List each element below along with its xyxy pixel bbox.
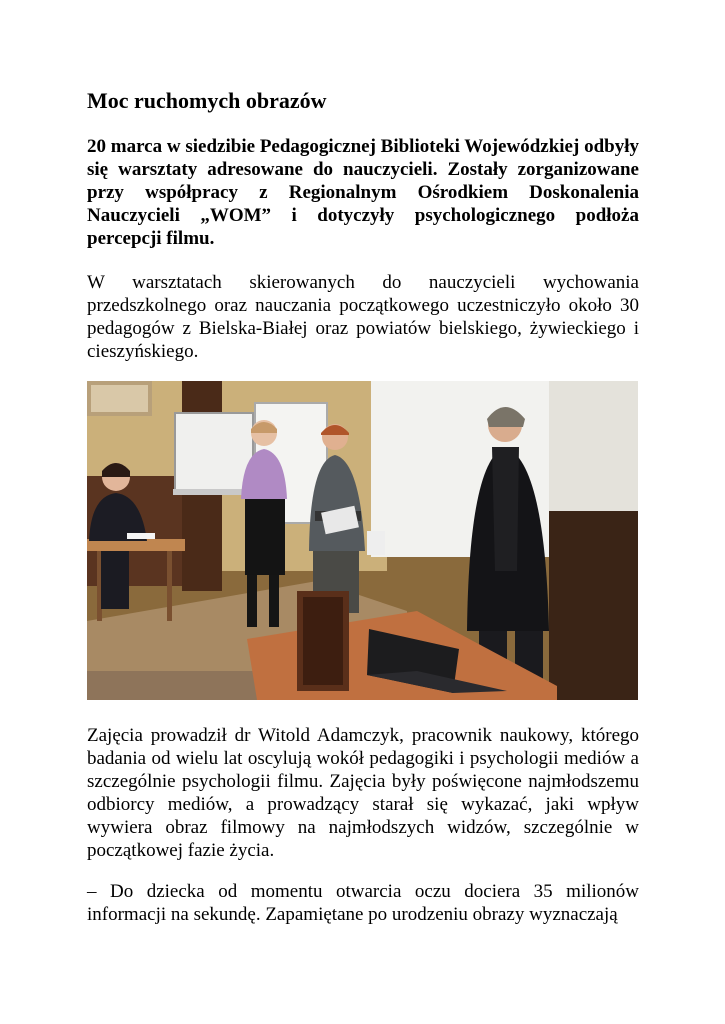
article-title: Moc ruchomych obrazów [87, 88, 327, 113]
workshop-photo [87, 381, 638, 700]
article-lead: 20 marca w siedzibie Pedagogicznej Biblioteki Wojewódzkiej odbyły się warsztaty adresowane do nauczycieli. Zostały zorganizowane przy współpracy z Regionalnym Ośrodkiem Doskonalenia Nauczycieli „WOM” i dotyczyły psychologicznego podłoża percepcji filmu. [87, 136, 639, 249]
paragraph-quote: – Do dziecka od momentu otwarcia oczu dociera 35 milionów informacji na sekundę. Zapamiętane po urodzeniu obrazy wyznaczają [87, 881, 639, 925]
paragraph-participants: W warsztatach skierowanych do nauczycieli wychowania przedszkolnego oraz nauczania początkowego uczestniczyło około 30 pedagogów z Bielska-Białej oraz powiatów bielskiego, żywieckiego i cieszyńskiego. [87, 272, 639, 362]
paragraph-instructor: Zajęcia prowadził dr Witold Adamczyk, pracownik naukowy, którego badania od wielu lat oscylują wokół pedagogiki i psychologii mediów a szczególnie psychologii filmu. Zajęcia były poświęcone najmłodszemu odbiorcy mediów, a prowadzący starał się wykazać, jaki wpływ wywiera obraz filmowy na najmłodszych widzów, szczególnie w początkowej fazie życia. [87, 725, 639, 861]
